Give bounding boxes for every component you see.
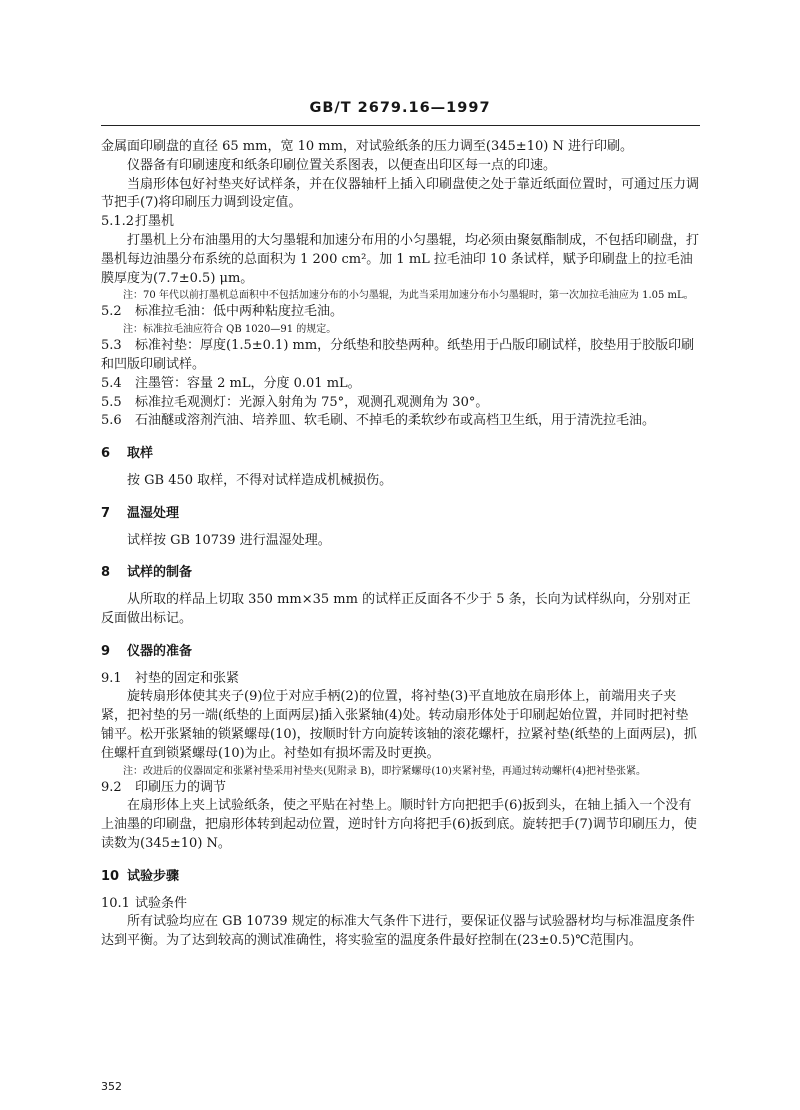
paragraph: 金属面印刷盘的直径 65 mm，宽 10 mm，对试验纸条的压力调至(345±10) N 进行印刷。 [101,139,633,154]
section-text: 温湿处理 [127,505,180,521]
section-text: 印刷压力的调节 [135,779,227,795]
subsection-heading [101,895,701,914]
section-number: 5.6 [101,413,122,429]
subsection-heading [101,412,701,431]
spacer [101,524,701,532]
section-number: 10 [101,868,120,884]
section-number: 7 [101,505,111,521]
spacer [101,854,701,868]
paragraph: 打墨机上分布油墨用的大匀墨辊和加速分布用的小匀墨辊，均必须由聚氨酯制成，不包括印刷盘，打墨机每边油墨分布系统的总面积为 1 200 cm²。加 1 mL 拉毛油印 10 条试样，赋予印刷盘上的拉毛油膜厚度为(7.7±0.5) μm。 [101,232,700,286]
paragraph: 从所取的样品上切取 350 mm×35 mm 的试样正反面各不少于 5 条，长向为试样纵向，分别对正反面做出标记。 [101,592,691,626]
section-text: 标准拉毛观测灯：光源入射角为 75°，观测孔观测角为 30°。 [135,394,489,410]
page-header: GB/T 2679.16—1997 [309,100,491,116]
section-text: 标准衬垫：厚度(1.5±0.1) mm，分纸垫和胶垫两种。纸垫用于凸版印刷试样，胶垫用于胶版印刷和凹版印刷试样。 [101,338,695,372]
subsection-heading [101,394,701,413]
section-number: 6 [101,446,111,462]
spacer [101,550,701,564]
subsection-heading [101,303,701,322]
section-heading [101,445,701,464]
paragraph: 在扇形体上夹上试验纸条，使之平贴在衬垫上。顺时针方向把把手(6)扳到头，在轴上插入一个没有上油墨的印刷盘，把扇形体转到起动位置，逆时针方向将把手(6)扳到底。旋转把手(7)调节印刷压力，使读数为(345±10) N。 [101,798,697,851]
section-number: 8 [101,565,111,581]
paragraph: 试样按 GB 10739 进行温湿处理。 [127,532,331,548]
section-number: 9.1 [101,670,122,686]
spacer [101,629,701,643]
section-text: 石油醚或溶剂汽油、培养皿、软毛刷、不掉毛的柔软纱布或高档卫生纸，用于清洗拉毛油。 [135,413,656,429]
page-number: 352 [101,1080,122,1093]
section-heading [101,564,701,583]
section-number: 5.2 [101,304,122,320]
section-text: 注墨管：容量 2 mL，分度 0.01 mL。 [135,375,361,391]
subsection-heading [101,337,701,375]
section-text: 衬垫的固定和张紧 [135,670,240,686]
section-number: 5.4 [101,375,122,391]
section-number: 5.1.2 [101,214,135,230]
section-text: 标准拉毛油：低中两种粘度拉毛油。 [135,304,344,320]
paragraph: 旋转扇形体使其夹子(9)位于对应手柄(2)的位置，将衬垫(3)平直地放在扇形体上，前端用夹子夹紧，把衬垫的另一端(纸垫的上面两层)插入张紧轴(4)处。转动扇形体处于印刷起始位置，并同时把衬垫铺平。松开张紧轴的锁紧螺母(10)，按顺时针方向旋转该轴的滚花螺杆，拉紧衬垫(纸垫的上面两层)，抓住螺杆直到锁紧螺母(10)为止。衬垫如有损坏需及时更换。 [101,689,697,761]
subsection-heading [101,213,701,232]
spacer [101,887,701,895]
subsection-heading [101,670,701,689]
section-number: 5.3 [101,338,122,354]
section-heading [101,868,701,887]
section-text: 试验步骤 [127,868,180,884]
note: 注：标准拉毛油应符合 QB 1020—91 的规定。 [123,324,337,336]
spacer [101,662,701,670]
spacer [101,431,701,445]
note: 注：改进后的仪器固定和张紧衬垫采用衬垫夹(见附录 B)，即拧紧螺母(10)夹紧衬垫，再通过转动螺杆(4)把衬垫张紧。 [123,765,647,777]
paragraph: 所有试验均应在 GB 10739 规定的标准大气条件下进行，要保证仪器与试验器材均与标准温度条件达到平衡。为了达到较高的测试准确性，将实验室的温度条件最好控制在(23±0.5)℃范围内。 [101,914,695,949]
paragraph: 按 GB 450 取样，不得对试样造成机械损伤。 [127,472,393,488]
paragraph: 仪器备有印刷速度和纸条印刷位置关系图表，以便查出印区每一点的印速。 [127,157,557,173]
section-heading [101,643,701,662]
spacer [101,491,701,505]
section-number: 9.2 [101,779,122,795]
note: 注：70 年代以前打墨机总面积中不包括加速分布的小匀墨辊，为此当采用加速分布小匀墨辊时，第一次加拉毛油应为 1.05 mL。 [123,290,694,302]
section-number: 5.5 [101,394,122,410]
document-body [101,138,701,951]
section-number: 9 [101,643,111,659]
section-number: 10.1 [101,895,130,911]
section-text: 仪器的准备 [127,643,193,659]
section-text: 取样 [127,446,154,462]
section-heading [101,505,701,524]
section-text: 试样的制备 [127,565,193,581]
subsection-heading [101,779,701,798]
section-text: 打墨机 [135,214,175,230]
spacer [101,583,701,591]
header-rule [101,125,700,126]
section-text: 试验条件 [135,895,188,911]
paragraph: 当扇形体包好衬垫夹好试样条，并在仪器轴杆上插入印刷盘使之处于靠近纸面位置时，可通过压力调节把手(7)将印刷压力调到设定值。 [101,176,700,211]
subsection-heading [101,375,701,394]
spacer [101,464,701,472]
